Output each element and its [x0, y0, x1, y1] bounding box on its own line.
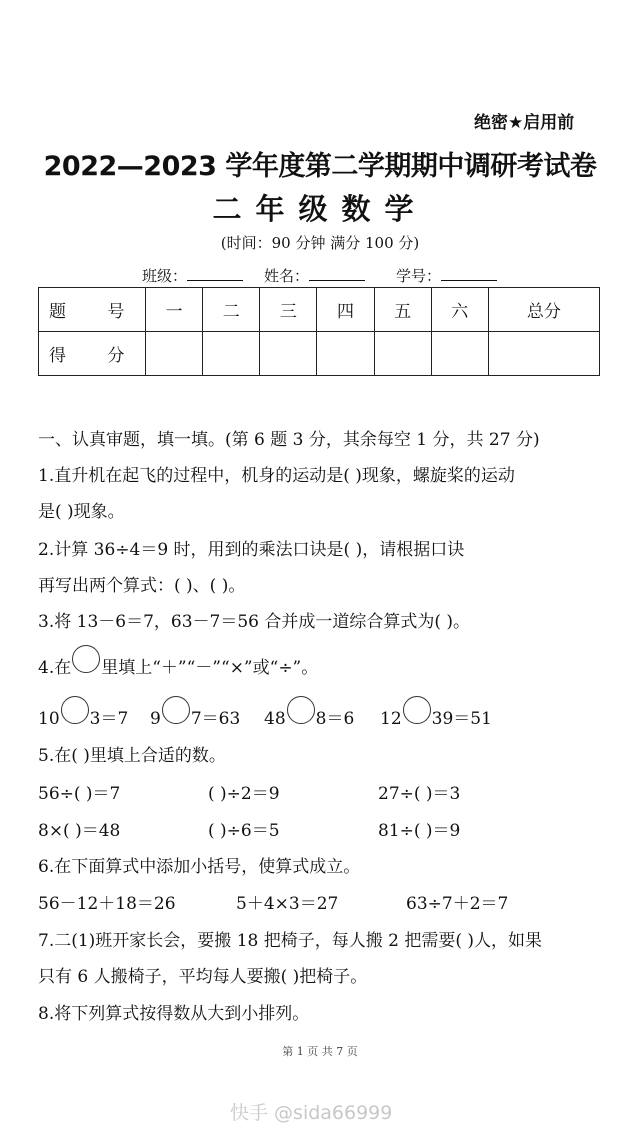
question-2-line-1: 2.计算 36÷4＝9 时，用到的乘法口诀是( )，请根据口诀 [38, 540, 465, 560]
q4-item [38, 704, 128, 734]
name-blank[interactable] [309, 266, 365, 281]
confidential-label: 绝密★启用前 [474, 113, 575, 133]
class-blank[interactable] [187, 266, 243, 281]
col-3: 三 [260, 288, 317, 332]
operator-circle-input[interactable] [287, 696, 315, 724]
score-table-score-row [39, 332, 600, 376]
question-3: 3.将 13－6＝7，63－7＝56 合并成一道综合算式为( )。 [38, 612, 471, 632]
col-4: 四 [317, 288, 374, 332]
score-cell[interactable] [260, 332, 317, 376]
name-field[interactable] [264, 265, 365, 286]
score-cell[interactable] [431, 332, 488, 376]
exam-title: 2022—2023 学年度第二学期期中调研考试卷 [43, 151, 597, 182]
score-cell[interactable] [317, 332, 374, 376]
question-4-suffix: 里填上“＋”“－”“×”或“÷”。 [101, 658, 319, 678]
student-id-label: 学号： [396, 267, 442, 285]
q4-operand-b: 3＝7 [89, 709, 129, 729]
watermark: 快手 @sida66999 [230, 1102, 393, 1124]
question-1-line-2: 是( )现象。 [38, 502, 125, 522]
question-number-label: 题 号 [39, 288, 146, 332]
class-field[interactable] [142, 265, 243, 286]
operator-circle-icon [72, 645, 100, 673]
exam-subtitle: 二年级数学 [212, 192, 428, 226]
q4-item [264, 704, 354, 734]
q5-item: 56÷( )＝7 [38, 784, 121, 804]
operator-circle-input[interactable] [61, 696, 89, 724]
q6-item: 63÷7＋2＝7 [406, 894, 509, 914]
score-table [38, 287, 600, 376]
q5-item: 27÷( )＝3 [378, 784, 461, 804]
page-number: 第 1 页 共 7 页 [282, 1045, 358, 1058]
q5-item: 8×( )＝48 [38, 821, 121, 841]
time-info: (时间：90 分钟 满分 100 分) [220, 234, 420, 252]
name-label: 姓名： [264, 267, 310, 285]
q6-item: 5＋4×3＝27 [236, 894, 339, 914]
q4-operand-a: 12 [380, 709, 402, 729]
q5-item: ( )÷2＝9 [208, 784, 280, 804]
question-2-line-2: 再写出两个算式：( )、( )。 [38, 576, 246, 596]
question-5: 5.在( )里填上合适的数。 [38, 746, 226, 766]
col-2: 二 [203, 288, 260, 332]
operator-circle-input[interactable] [162, 696, 190, 724]
score-cell[interactable] [203, 332, 260, 376]
q4-operand-a: 48 [264, 709, 286, 729]
score-cell[interactable] [146, 332, 203, 376]
score-cell[interactable] [374, 332, 431, 376]
student-id-blank[interactable] [441, 266, 497, 281]
q4-operand-b: 8＝6 [315, 709, 355, 729]
score-cell[interactable] [488, 332, 599, 376]
q4-item [380, 704, 492, 734]
q6-item: 56－12＋18＝26 [38, 894, 176, 914]
class-label: 班级： [142, 267, 188, 285]
q4-operand-b: 39＝51 [431, 709, 492, 729]
question-1-line-1: 1.直升机在起飞的过程中，机身的运动是( )现象，螺旋桨的运动 [38, 466, 515, 486]
question-7-line-1: 7.二(1)班开家长会，要搬 18 把椅子，每人搬 2 把需要( )人，如果 [38, 931, 543, 951]
col-6: 六 [431, 288, 488, 332]
operator-circle-input[interactable] [403, 696, 431, 724]
col-5: 五 [374, 288, 431, 332]
question-4-prefix: 4.在 [38, 658, 72, 678]
q4-operand-a: 10 [38, 709, 60, 729]
q4-item [150, 704, 240, 734]
student-id-field[interactable] [396, 265, 497, 286]
question-8: 8.将下列算式按得数从大到小排列。 [38, 1004, 310, 1024]
question-7-line-2: 只有 6 人搬椅子，平均每人要搬( )把椅子。 [38, 967, 368, 987]
q4-operand-a: 9 [150, 709, 161, 729]
score-label: 得 分 [39, 332, 146, 376]
question-4 [38, 653, 318, 683]
col-1: 一 [146, 288, 203, 332]
q4-operand-b: 7＝63 [190, 709, 241, 729]
q5-item: 81÷( )＝9 [378, 821, 461, 841]
section1-heading: 一、认真审题，填一填。(第 6 题 3 分，其余每空 1 分，共 27 分) [38, 430, 540, 450]
q5-item: ( )÷6＝5 [208, 821, 280, 841]
col-total: 总分 [488, 288, 599, 332]
question-6: 6.在下面算式中添加小括号，使算式成立。 [38, 857, 361, 877]
score-table-header-row [39, 288, 600, 332]
